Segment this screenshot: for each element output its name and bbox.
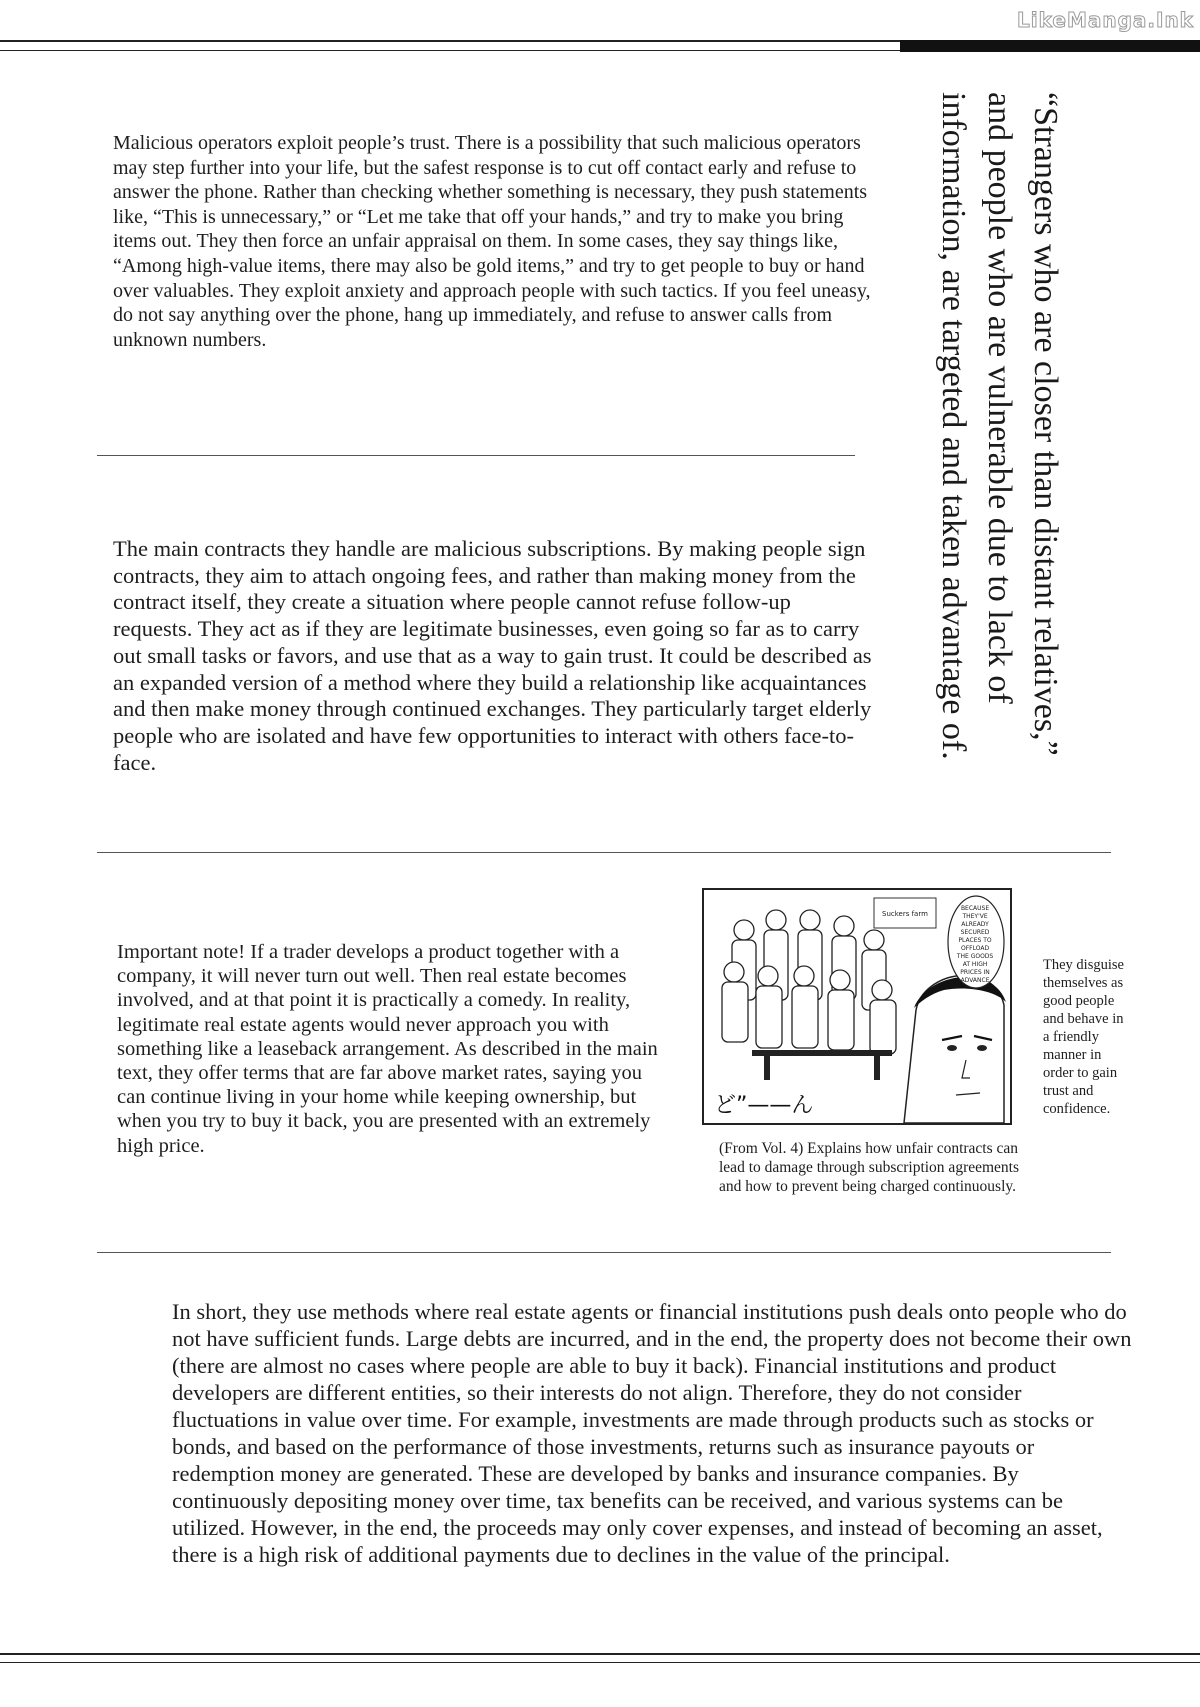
paragraph-phone-scams: Malicious operators exploit people’s trust. There is a possibility that such malicious operators may step further into your life, but the safest response is to cut off contact early and refuse to answer the phone. Rather than checking whether something is necessary, they push statements like, “This is unnecessary,” or “Let me take that off your hands,” and try to make you bring items out. They then force an unfair appraisal on them. In some cases, they say things like, “Among high-value items, there may also be gold items,” and try to get people to buy or hand over valuables. They exploit anxiety and approach people with such tactics. If you feel uneasy, do not say anything over the phone, hang up immediately, and refuse to answer calls from unknown numbers. xyxy=(113,132,871,351)
sound-effect: ど”——ん xyxy=(714,1093,814,1118)
top-rule-thick-bar xyxy=(900,40,1200,52)
paragraph-important-note: Important note! If a trader develops a product together with a company, it will never turn out well. Then real estate becomes involved, and at that point it is practically a comedy. In reality, legitimate real estate agents would never approach you with something like a leaseback arrangement. As described in the main text, they offer terms that are far above market rates, saying you can continue living in your home while keeping ownership, but when you try to buy it back, you are presented with an extremely high price. xyxy=(117,941,658,1157)
manga-panel-illustration xyxy=(704,890,1010,1123)
panel-bottom-caption: (From Vol. 4) Explains how unfair contracts can lead to damage through subscription agreements and how to prevent being charged continuously. xyxy=(719,1140,1020,1195)
top-rule xyxy=(0,40,900,42)
section-divider xyxy=(97,1252,1111,1253)
panel-side-caption: They disguise themselves as good people and behave in a friendly manner in order to gain trust and confidence. xyxy=(1043,957,1124,1117)
watermark-logo: LikeManga.Ink xyxy=(1017,8,1194,32)
manga-panel xyxy=(702,888,1012,1125)
section-divider xyxy=(97,455,855,456)
paragraph-summary: In short, they use methods where real estate agents or financial institutions push deals onto people who do not have sufficient funds. Large debts are incurred, and in the end, the property does not become their own (there are almost no cases where people are able to buy it back). Financial institutions and product developers are different entities, so their interests do not align. Therefore, they do not consider fluctuations in value over time. For example, investments are made through products such as stocks or bonds, and based on the performance of those investments, returns such as insurance payouts or redemption money are generated. These are developed by banks and insurance companies. By continuously depositing money over time, tax benefits can be received, and various systems can be utilized. However, in the end, the proceeds may only cover expenses, and instead of becoming an asset, there is a high risk of additional payments due to declines in the value of the principal. xyxy=(172,1299,1132,1567)
speech-bubble: BECAUSE THEY'VE ALREADY SECURED PLACES TO OFFLOAD THE GOODS AT HIGH PRICES IN ADVANCE. xyxy=(956,905,994,984)
top-rule-secondary xyxy=(0,50,900,51)
vertical-pull-quote: “Strangers who are closer than distant relatives,” and people who are vulnerable due to lack of information, are targeted and taken advantage of. xyxy=(935,92,1064,760)
section-divider xyxy=(97,852,1111,853)
paragraph-subscriptions: The main contracts they handle are malicious subscriptions. By making people sign contracts, they aim to attach ongoing fees, and rather than making money from the contract itself, they create a situation where people cannot refuse follow-up requests. They act as if they are legitimate businesses, even going so far as to carry out small tasks or favors, and use that as a way to gain trust. It could be described as an expanded version of a method where they build a relationship like acquaintances and then make money through continued exchanges. They particularly target elderly people who are isolated and have few opportunities to interact with others face-to-face. xyxy=(113,536,872,775)
sign-label: Suckers farm xyxy=(882,910,928,918)
bottom-rule-secondary xyxy=(0,1662,1200,1663)
bottom-rule xyxy=(0,1653,1200,1655)
